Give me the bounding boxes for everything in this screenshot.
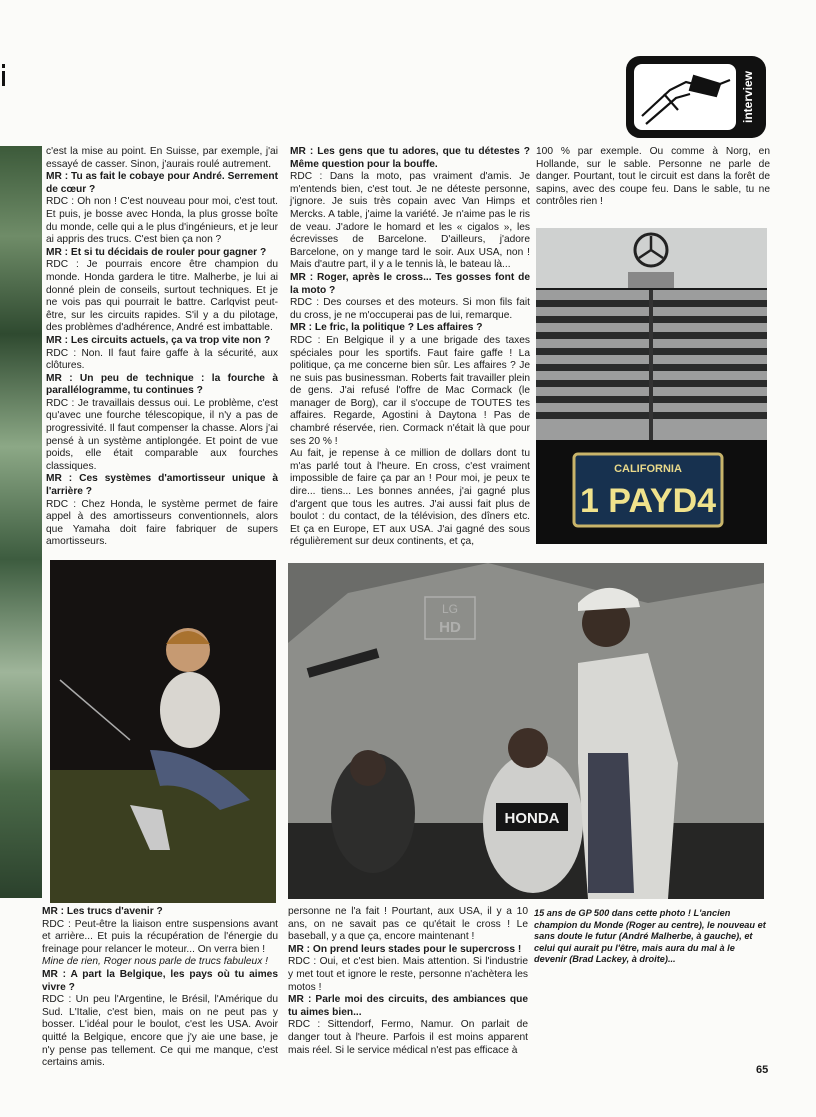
- watermark-logo: [424, 596, 476, 640]
- answer-paragraph: RDC : Oui, et c'est bien. Mais attention. Si l'industrie y met tout et ignore le reste, personne n'achètera les motos !: [288, 956, 528, 993]
- plate-number: 1 PAYD4: [579, 482, 717, 520]
- column-1: [46, 146, 278, 549]
- question-paragraph: MR : Les trucs d'avenir ?: [42, 906, 163, 917]
- answer-paragraph: personne ne l'a fait ! Pourtant, aux USA, il y a 10 ans, on ne savait pas ce qu'était le cross ! Le baseball, y a que ça, encore maintenant !: [288, 906, 528, 943]
- answer-paragraph: RDC : Sittendorf, Fermo, Namur. On parlait de danger tout à l'heure. Parfois il est moins apparent mais réel. Si le service médical n'est pas efficace à: [288, 1019, 528, 1056]
- column-3: [536, 146, 770, 209]
- answer-paragraph: Mine de rien, Roger nous parle de trucs fabuleux !: [42, 956, 268, 968]
- question-paragraph: MR : Ces systèmes d'amortisseur unique à l'arrière ?: [46, 473, 278, 498]
- column-1-bottom: [42, 906, 278, 1070]
- question-paragraph: MR : Parle moi des circuits, des ambiances que tu aimes bien...: [288, 994, 528, 1018]
- answer-paragraph: RDC : Un peu l'Argentine, le Brésil, l'Amérique du Sud. L'Italie, c'est bien, mais on ne peut pas y bosser. L'idéal pour le boulot, c'est les USA. Avoir quitté la Belgique, encore que j'y aie une base, je n'y pense pas tellement. Ce qui me manque, c'est certains amis.: [42, 994, 278, 1069]
- question-paragraph: MR : Et si tu décidais de rouler pour gagner ?: [46, 246, 267, 258]
- jersey-text: HONDA: [504, 810, 560, 827]
- page-number: 65: [756, 1064, 769, 1076]
- question-paragraph: MR : Les circuits actuels, ça va trop vite non ?: [46, 334, 271, 346]
- interview-logo: [624, 54, 768, 140]
- answer-paragraph: RDC : En Belgique il y a une brigade des taxes spéciales pour les sportifs. Faut faire gaffe ! La politique, ça me concerne bien sûr. Les affaires ? Je ne suis pas businessman. Roberts fait travailler plein de gens. J'ai refusé l'offre de Mac Cormack (le manager de Borg), car il s'occupe de TOUTES tes affaires. Regarde, Agostini à Daytona ! Pas de chambré réservée, rien. Cormack n'était là que pour ses 20 % !: [290, 334, 530, 447]
- question-paragraph: MR : Tu as fait le cobaye pour André. Serrement de cœur ?: [46, 171, 278, 195]
- question-paragraph: MR : A part la Belgique, les pays où tu aimes vivre ?: [42, 968, 278, 993]
- riders-in-tent-photo: [288, 563, 764, 899]
- answer-paragraph: RDC : Dans la moto, pas vraiment d'amis. Je m'entends bien, c'est tout. Je ne déteste personne, j'ignore. Je suis très copain avec Van Himps et Mercks. A table, j'aime la variété. Je n'aime pas le ris de veau. J'adore le homard et les « cigalos », les écrevisses de Barcelone. D'ailleurs, j'adore Barcelone, on y mange tard le soir. Aux USA, non ! Mais d'autre part, il y a le tennis là, le bateau là...: [290, 171, 530, 271]
- foliage-strip-photo: [0, 146, 42, 898]
- answer-paragraph: RDC : Chez Honda, le système permet de faire appel à des amortisseurs conventionnels, alors que Yamaha doit faire fabriquer de supers amortisseurs.: [46, 498, 278, 548]
- photo-caption: 15 ans de GP 500 dans cette photo ! L'ancien champion du Monde (Roger au centre), le nouveau et sans doute le futur (André Malherbe, à gauche), et celui qui aurait pu l'être, mais aura du mal à le devenir (Brad Lackey, à droite)...: [534, 908, 766, 965]
- corner-mark: [0, 64, 8, 86]
- column-2-bottom: [288, 906, 528, 1057]
- plate-state: CALIFORNIA: [614, 463, 682, 475]
- svg-text:HD: HD: [439, 619, 461, 636]
- mercedes-license-plate-photo: [536, 228, 767, 544]
- answer-paragraph: RDC : Peut-être la liaison entre suspensions avant et arrière... Et puis la récupération de l'énergie du freinage pour relancer le moteur... On verra bien !: [42, 918, 278, 955]
- answer-paragraph: RDC : Oh non ! C'est nouveau pour moi, c'est tout. Et puis, je bosse avec Honda, la plus grosse boîte du monde, celle qui a le plus d'ingénieurs, et je leur ai appris des trucs. C'est bien ça non ?: [46, 196, 278, 246]
- answer-paragraph: RDC : Des courses et des moteurs. Si mon fils fait du cross, je ne m'occuperai pas de lui, remarque.: [290, 297, 530, 321]
- answer-paragraph: RDC : Non. Il faut faire gaffe à la sécurité, aux clôtures.: [46, 347, 278, 372]
- question-paragraph: MR : Un peu de technique : la fourche à parallélogramme, tu continues ?: [46, 372, 278, 397]
- answer-paragraph: c'est la mise au point. En Suisse, par exemple, j'ai essayé de casser. Sinon, j'aurais roulé autrement.: [46, 146, 278, 170]
- question-paragraph: MR : On prend leurs stades pour le supercross !: [288, 943, 522, 955]
- question-paragraph: MR : Le fric, la politique ? Les affaires ?: [290, 322, 483, 334]
- question-paragraph: MR : Les gens que tu adores, que tu détestes ? Même question pour la bouffe.: [290, 146, 530, 170]
- rider-sitting-photo: [50, 560, 276, 903]
- question-paragraph: MR : Roger, après le cross... Tes gosses font de la moto ?: [290, 271, 530, 296]
- answer-paragraph: Au fait, je repense à ce million de dollars dont tu m'as parlé tout à l'heure. En cross, c'est vraiment impossible de faire ça par an ! Pour moi, je peux te dire... tiens... Les bonnes années, j'ai gagné plus d'argent que tous les autres. J'ai aussi fait plus de boulot : du contact, de la télévision, des dîners etc. Et ça en Europe, ET aux USA. J'ai gagné des sous régulièrement sur deux continents, et ça,: [290, 448, 530, 548]
- answer-paragraph: RDC : Je travaillais dessus oui. Le problème, c'est qu'avec une fourche télescopique, il n'y a pas de progressivité. Il faut compenser la chasse. Alors j'ai pensé à un système antiplongée. Et point de vue poids, elle était comparable aux fourches classiques.: [46, 397, 278, 472]
- column-2: [290, 146, 530, 549]
- logo-text: interview: [741, 70, 755, 124]
- answer-paragraph: 100 % par exemple. Ou comme à Norg, en Hollande, sur le sable. Personne ne parle de danger. Pourtant, tout le circuit est dans la forêt de sapins, avec des coupe feu. Dans le sable, tu ne contrôles rien !: [536, 146, 770, 208]
- svg-text:LG: LG: [441, 602, 459, 616]
- answer-paragraph: RDC : Je pourrais encore être champion du monde. Honda gardera le titre. Malherbe, je lui ai donné plein de conseils, surtout techniques. Et je ne vois pas qui pourrait le battre. Carlqvist peut-être, sur les circuits rapides. S'il y a du pilotage, des problèmes d'adhérence, André est imbattable.: [46, 259, 278, 334]
